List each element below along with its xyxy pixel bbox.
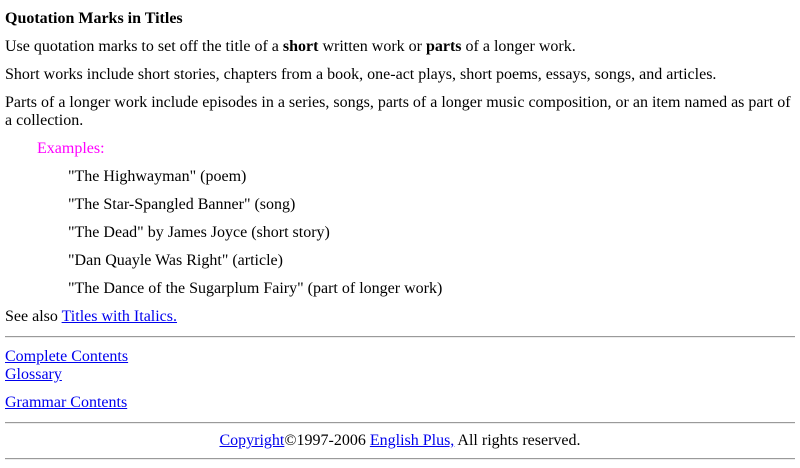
titles-with-italics-link[interactable]: Titles with Italics.: [61, 308, 178, 325]
divider-footer-bottom: [5, 458, 795, 460]
page-title-text: Quotation Marks in Titles: [5, 10, 183, 27]
divider-footer-top: [5, 422, 795, 424]
page: [5, 10, 795, 460]
intro-paragraph: [5, 38, 795, 56]
see-also-text: See also: [5, 308, 62, 325]
copyright-link[interactable]: Copyright: [219, 432, 285, 449]
english-plus-link[interactable]: English Plus,: [369, 432, 455, 449]
example-item-3: "The Dead" by James Joyce (short story): [68, 224, 330, 241]
nav-links: [5, 348, 795, 384]
complete-contents-link[interactable]: Complete Contents: [5, 348, 129, 365]
example-item-4: "Dan Quayle Was Right" (article): [68, 252, 283, 269]
grammar-contents-link[interactable]: Grammar Contents: [5, 394, 128, 411]
longer-works-paragraph: Parts of a longer work include episodes in a series, songs, parts of a longer music composition, or an item named as part of a collection.: [5, 94, 791, 129]
intro-bold-short: short: [282, 38, 319, 55]
glossary-link[interactable]: Glossary: [5, 366, 62, 383]
examples-label: Examples:: [37, 140, 105, 157]
intro-text-post: of a longer work.: [461, 38, 576, 55]
intro-text-mid: written work or: [318, 38, 426, 55]
intro-text-pre: Use quotation marks to set off the title of a: [5, 38, 283, 55]
page-title: [5, 10, 795, 28]
short-works-paragraph: Short works include short stories, chapters from a book, one-act plays, short poems, essays, songs, and articles.: [5, 66, 717, 83]
example-item-2: "The Star-Spangled Banner" (song): [68, 196, 296, 213]
footer-rights-text: All rights reserved.: [454, 432, 581, 449]
intro-bold-parts: parts: [425, 38, 462, 55]
grammar-contents-line: [5, 394, 795, 412]
see-also-line: [5, 308, 795, 326]
example-item-5: "The Dance of the Sugarplum Fairy" (part of longer work): [68, 280, 443, 297]
footer-years-text: ©1997-2006: [284, 432, 370, 449]
divider-top: [5, 336, 795, 338]
example-item-1: "The Highwayman" (poem): [68, 168, 247, 185]
